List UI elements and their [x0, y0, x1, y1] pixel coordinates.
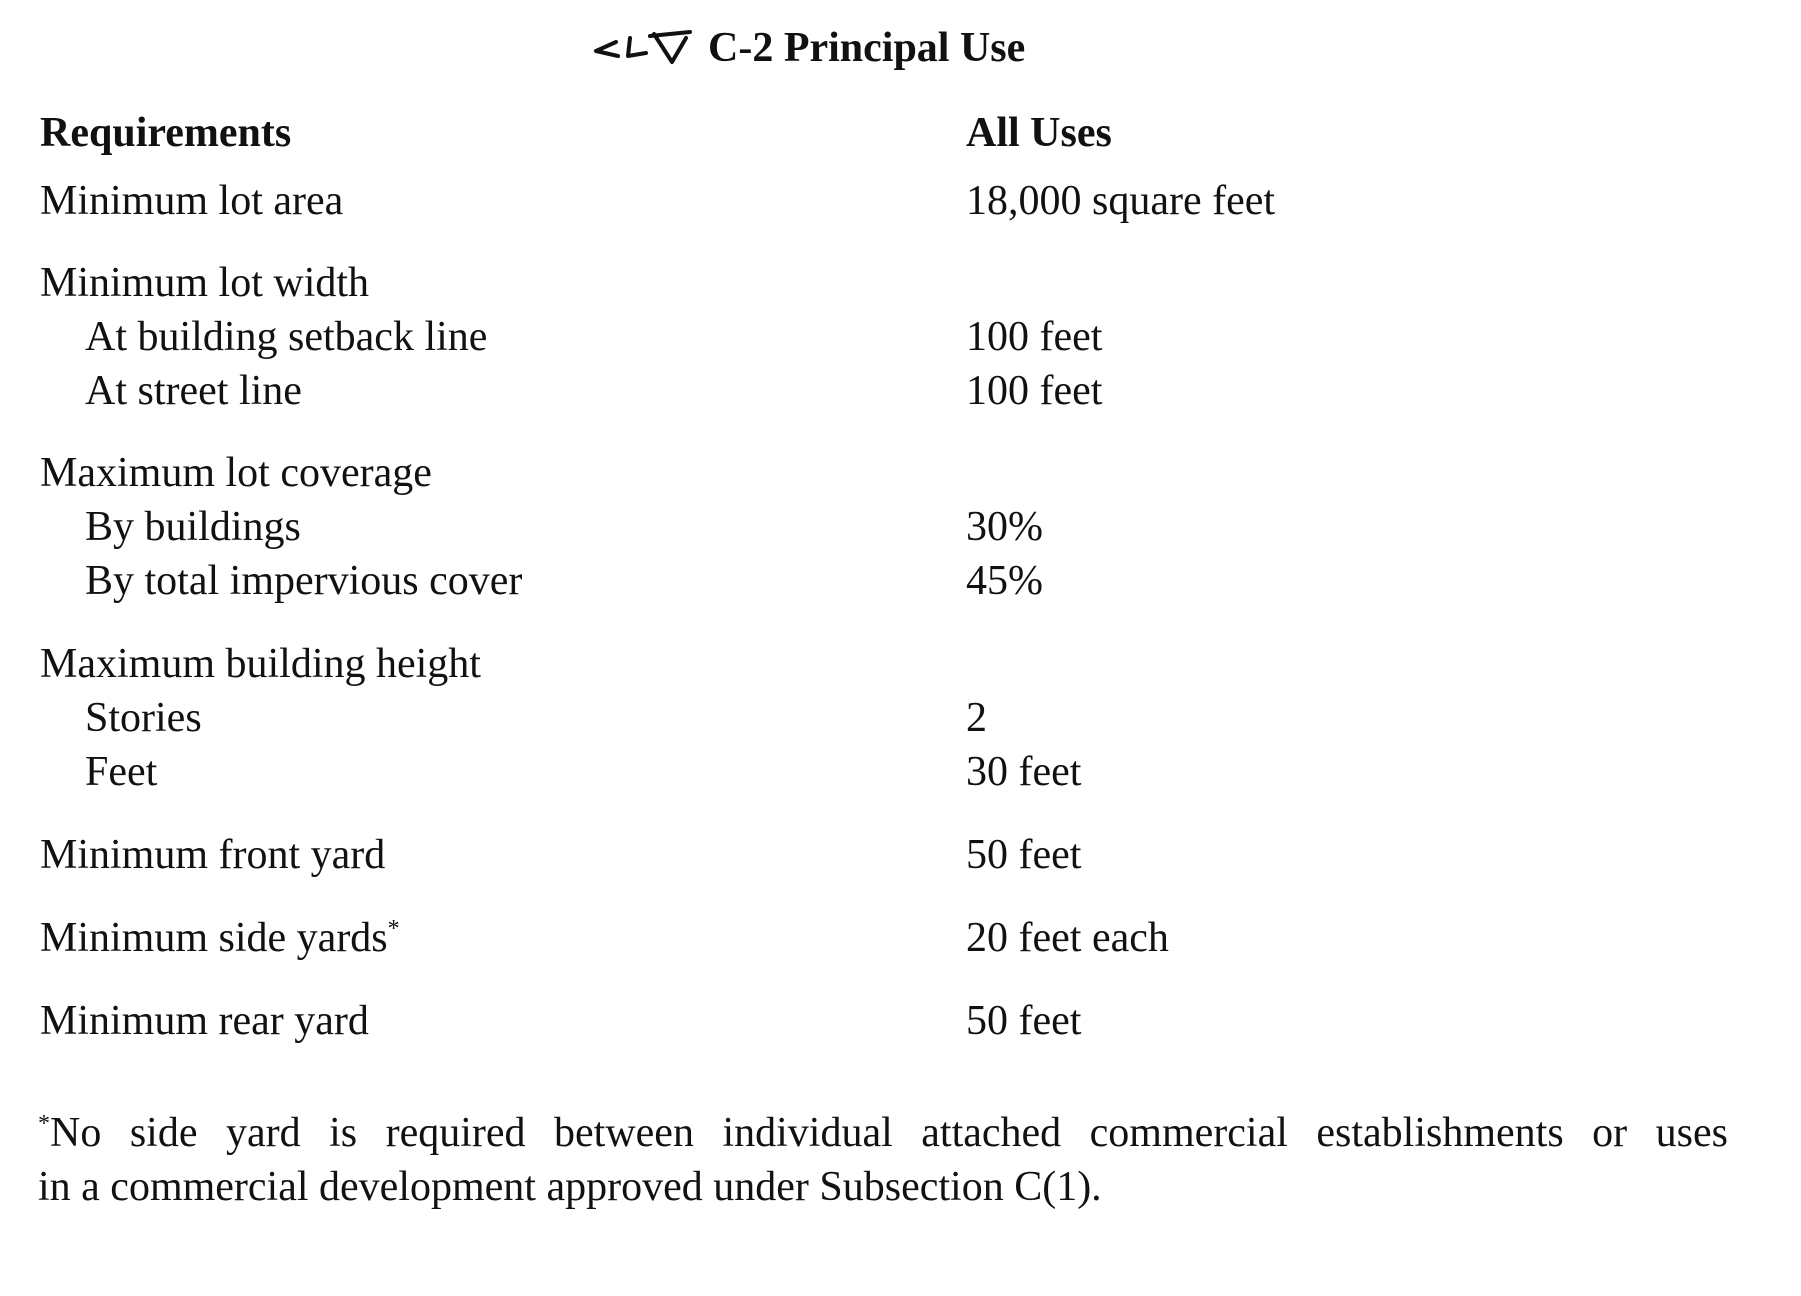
footnote-line-1	[38, 1106, 1728, 1160]
table-row	[0, 828, 1801, 882]
row-label	[40, 911, 400, 965]
footnote-text-1: No side yard is required between individual attached commercial establishments or uses	[50, 1110, 1728, 1156]
column-header-all-uses: All Uses	[966, 110, 1112, 156]
footnote-line-2: in a commercial development approved under Subsection C(1).	[38, 1164, 1102, 1210]
row-label: At street line	[85, 368, 302, 414]
row-value: 50 feet	[966, 998, 1082, 1044]
row-value: 2	[966, 695, 987, 741]
row-value: 100 feet	[966, 368, 1103, 414]
table-row	[0, 310, 1801, 364]
handwritten-annotation	[590, 24, 698, 72]
row-value: 30 feet	[966, 749, 1082, 795]
table-row	[0, 994, 1801, 1048]
row-value: 20 feet each	[966, 915, 1169, 961]
table-row	[0, 911, 1801, 965]
row-label: By total impervious cover	[85, 558, 523, 604]
row-label: At building setback line	[85, 314, 488, 360]
row-label: Maximum building height	[40, 641, 481, 687]
row-value: 45%	[966, 558, 1043, 604]
table-row	[0, 691, 1801, 745]
footnote-reference: *	[387, 916, 400, 942]
row-label: Minimum front yard	[40, 832, 386, 878]
row-label: Minimum rear yard	[40, 998, 369, 1044]
table-row	[0, 745, 1801, 799]
table-row	[0, 256, 1801, 310]
row-label-text: Minimum side yards	[40, 915, 388, 961]
footnote-mark: *	[38, 1111, 50, 1137]
footnote	[38, 1106, 1728, 1214]
table-row	[0, 500, 1801, 554]
row-label: Minimum lot area	[40, 178, 344, 224]
row-label: Feet	[85, 749, 158, 795]
table-row	[0, 364, 1801, 418]
table-row	[0, 446, 1801, 500]
title-line	[590, 18, 1025, 78]
row-value: 30%	[966, 504, 1043, 550]
row-label: Maximum lot coverage	[40, 450, 432, 496]
row-label: Stories	[85, 695, 202, 741]
row-label: By buildings	[85, 504, 301, 550]
column-header-requirements: Requirements	[40, 110, 292, 156]
row-value: 100 feet	[966, 314, 1103, 360]
table-row	[0, 554, 1801, 608]
table-row	[0, 637, 1801, 691]
table-row	[0, 174, 1801, 228]
row-value: 18,000 square feet	[966, 178, 1276, 224]
page-title: C-2 Principal Use	[708, 25, 1026, 71]
row-value: 50 feet	[966, 832, 1082, 878]
row-label: Minimum lot width	[40, 260, 370, 306]
